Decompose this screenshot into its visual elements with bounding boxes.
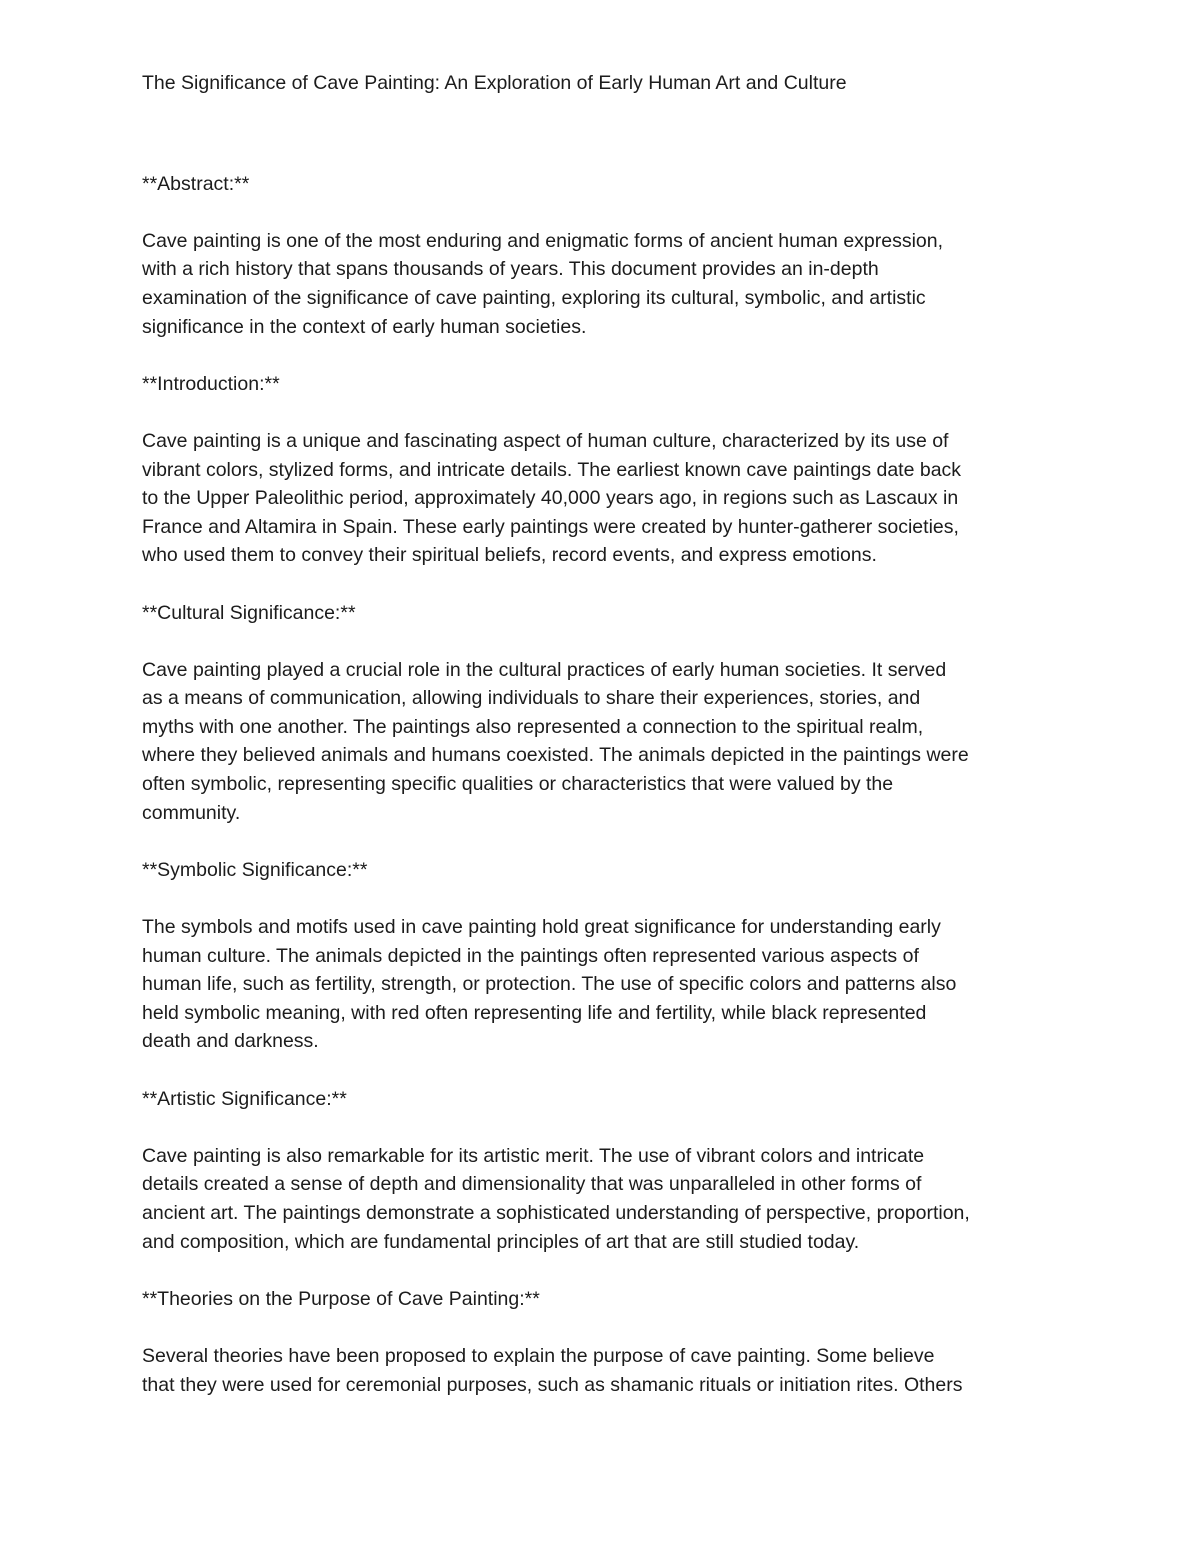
title-spacer	[142, 98, 1062, 170]
paragraph-line: and composition, which are fundamental principles of art that are still studied today.	[142, 1230, 860, 1253]
paragraph-line: significance in the context of early human societies.	[142, 315, 587, 338]
section-paragraph	[142, 1142, 1062, 1256]
paragraph-line: death and darkness.	[142, 1030, 319, 1053]
paragraph-line: The symbols and motifs used in cave painting hold great significance for understanding early	[142, 916, 941, 939]
paragraph-line: where they believed animals and humans coexisted. The animals depicted in the paintings were	[142, 744, 969, 767]
section-artistic-significance	[142, 1085, 1062, 1285]
section-heading: **Symbolic Significance:**	[142, 858, 368, 881]
paragraph-line: myths with one another. The paintings also represented a connection to the spiritual realm,	[142, 715, 924, 738]
paragraph-line: who used them to convey their spiritual beliefs, record events, and express emotions.	[142, 544, 877, 567]
paragraph-line: Cave painting is also remarkable for its artistic merit. The use of vibrant colors and intricate	[142, 1144, 925, 1167]
section-heading: **Artistic Significance:**	[142, 1087, 347, 1110]
paragraph-line: Cave painting played a crucial role in the cultural practices of early human societies. It served	[142, 658, 947, 681]
section-heading: **Cultural Significance:**	[142, 601, 356, 624]
paragraph-line: to the Upper Paleolithic period, approximately 40,000 years ago, in regions such as Lascaux in	[142, 487, 959, 510]
paragraph-line: human life, such as fertility, strength, or protection. The use of specific colors and patterns also	[142, 973, 957, 996]
section-theories-purpose	[142, 1285, 1062, 1399]
paragraph-line: as a means of communication, allowing individuals to share their experiences, stories, and	[142, 687, 921, 710]
section-introduction	[142, 370, 1062, 599]
paragraph-line: often symbolic, representing specific qualities or characteristics that were valued by the	[142, 773, 894, 796]
section-heading: **Introduction:**	[142, 372, 280, 395]
section-heading: **Abstract:**	[142, 172, 250, 195]
section-cultural-significance	[142, 599, 1062, 856]
paragraph-line: Cave painting is a unique and fascinating aspect of human culture, characterized by its use of	[142, 429, 949, 452]
section-paragraph	[142, 656, 1062, 828]
section-paragraph	[142, 913, 1062, 1056]
section-heading: **Theories on the Purpose of Cave Painting:**	[142, 1287, 540, 1310]
section-paragraph	[142, 427, 1062, 570]
paragraph-line: Several theories have been proposed to explain the purpose of cave painting. Some believe	[142, 1344, 935, 1367]
section-paragraph	[142, 1342, 1062, 1399]
paragraph-line: that they were used for ceremonial purposes, such as shamanic rituals or initiation rites. Others	[142, 1373, 963, 1396]
document-body	[142, 69, 1062, 1399]
section-paragraph	[142, 227, 1062, 341]
paragraph-line: human culture. The animals depicted in the paintings often represented various aspects of	[142, 944, 919, 967]
paragraph-line: France and Altamira in Spain. These early paintings were created by hunter-gatherer societies,	[142, 515, 959, 538]
paragraph-line: community.	[142, 801, 241, 824]
paragraph-line: ancient art. The paintings demonstrate a sophisticated understanding of perspective, proportion,	[142, 1201, 970, 1224]
section-symbolic-significance	[142, 856, 1062, 1085]
paragraph-line: examination of the significance of cave painting, exploring its cultural, symbolic, and artistic	[142, 286, 926, 309]
paragraph-line: with a rich history that spans thousands of years. This document provides an in-depth	[142, 258, 879, 281]
paragraph-line: Cave painting is one of the most enduring and enigmatic forms of ancient human expression,	[142, 229, 944, 252]
paragraph-line: held symbolic meaning, with red often representing life and fertility, while black represented	[142, 1001, 927, 1024]
paragraph-line: details created a sense of depth and dimensionality that was unparalleled in other forms of	[142, 1173, 922, 1196]
section-abstract	[142, 170, 1062, 370]
paragraph-line: vibrant colors, stylized forms, and intricate details. The earliest known cave paintings date back	[142, 458, 962, 481]
document-title: The Significance of Cave Painting: An Exploration of Early Human Art and Culture	[142, 72, 847, 94]
